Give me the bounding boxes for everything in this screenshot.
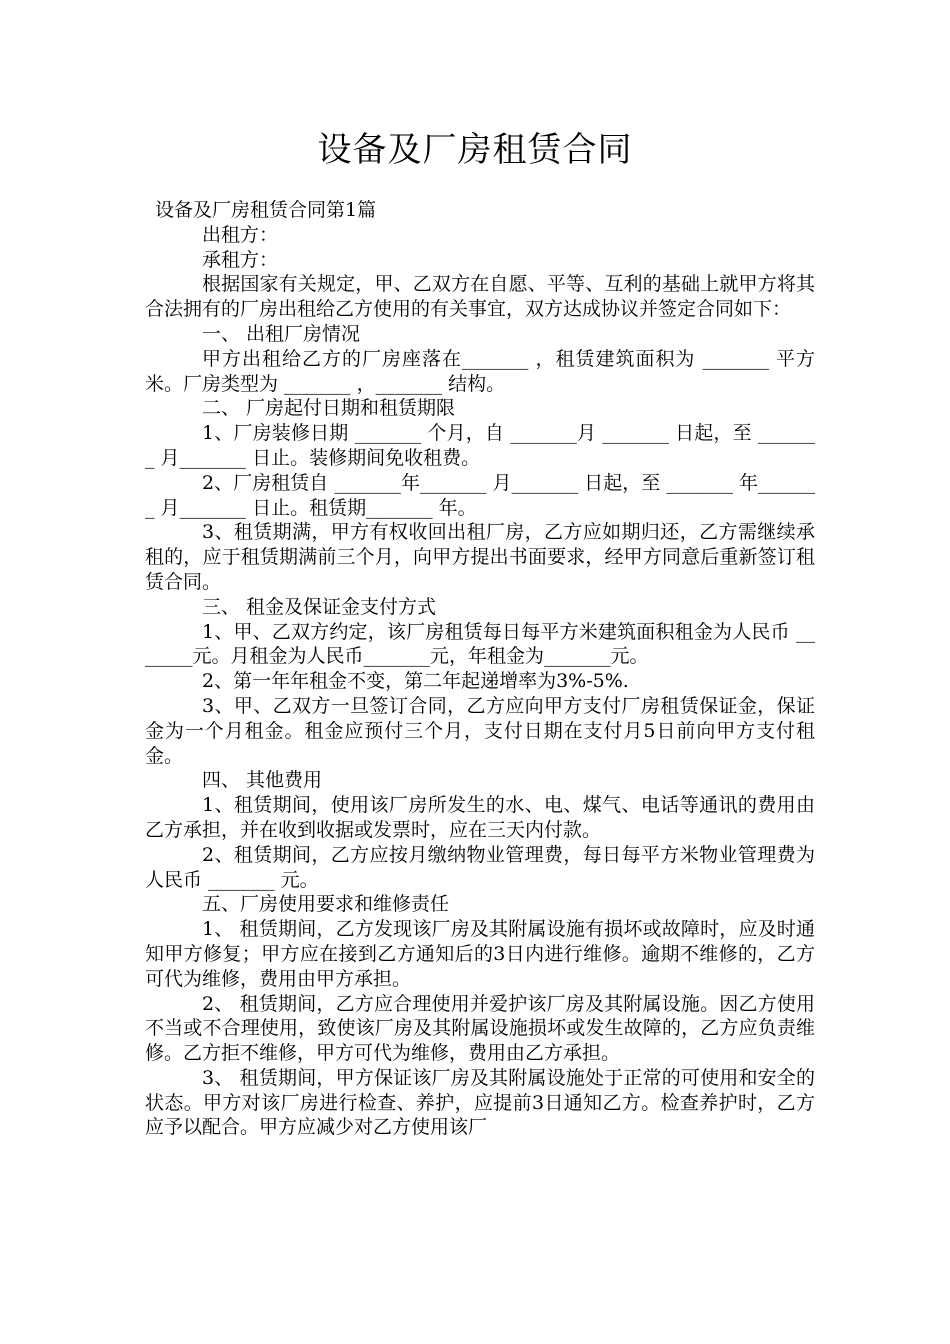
clause-paragraph: 1、租赁期间，使用该厂房所发生的水、电、煤气、电话等通讯的费用由乙方承担，并在收到收据或发票时，应在三天内付款。 — [145, 794, 815, 841]
lessor-line: 出租方： — [202, 223, 279, 246]
document-body — [145, 198, 815, 1140]
clause-paragraph: 3、 租赁期间，甲方保证该厂房及其附属设施处于正常的可使用和安全的状态。甲方对该厂房进行检查、养护，应提前3日通知乙方。检查养护时，乙方应予以配合。甲方应减少对乙方使用该厂 — [145, 1066, 815, 1139]
clause-paragraph: 2、 租赁期间，乙方应合理使用并爱护该厂房及其附属设施。因乙方使用不当或不合理使用，致使该厂房及其附属设施损坏或发生故障的，乙方应负责维修。乙方拒不维修，甲方可代为维修，费用由乙方承担。 — [145, 992, 815, 1065]
section-subtitle: 设备及厂房租赁合同第1篇 — [155, 199, 377, 221]
clause-paragraph: 2、第一年年租金不变，第二年起递增率为3%-5%. — [202, 670, 629, 693]
clause-paragraph: 2、租赁期间，乙方应按月缴纳物业管理费，每日每平方米物业管理费为人民币 _______ 元。 — [145, 843, 815, 891]
preamble-paragraph: 根据国家有关规定，甲、乙双方在自愿、平等、互利的基础上就甲方将其合法拥有的厂房出租给乙方使用的有关事宜，双方达成协议并签定合同如下： — [145, 273, 815, 321]
section-heading: 二、 厂房起付日期和租赁期限 — [202, 397, 456, 420]
section-heading: 四、 其他费用 — [202, 769, 323, 792]
clause-paragraph: 甲方出租给乙方的厂房座落在_______ ，租赁建筑面积为 _______ 平方米。厂房类型为 _______ ，_______ 结构。 — [145, 347, 815, 395]
section-heading: 五、厂房使用要求和维修责任 — [202, 893, 450, 916]
clause-paragraph: 1、甲、乙双方约定，该厂房租赁每日每平方米建筑面积租金为人民币 _______元。月租金为人民币_______元，年租金为_______元。 — [145, 620, 815, 668]
clause-paragraph: 3、租赁期满，甲方有权收回出租厂房，乙方应如期归还，乙方需继续承租的，应于租赁期满前三个月，向甲方提出书面要求，经甲方同意后重新签订租赁合同。 — [145, 521, 815, 593]
lessee-line: 承租方： — [202, 248, 279, 271]
clause-paragraph: 3、甲、乙双方一旦签订合同，乙方应向甲方支付厂房租赁保证金，保证金为一个月租金。租金应预付三个月，支付日期在支付月5日前向甲方支付租金。 — [145, 694, 815, 767]
section-heading: 三、 租金及保证金支付方式 — [202, 595, 437, 618]
section-heading: 一、 出租厂房情况 — [202, 322, 361, 345]
clause-paragraph: 1、 租赁期间，乙方发现该厂房及其附属设施有损坏或故障时，应及时通知甲方修复；甲方应在接到乙方通知后的3日内进行维修。逾期不维修的，乙方可代为维修，费用由甲方承担。 — [145, 918, 815, 990]
document-title: 设备及厂房租赁合同 — [317, 130, 633, 170]
clause-paragraph: 2、厂房租赁自 _______年_______ 月_______ 日起，至 _______ 年_______ 月_______ 日止。租赁期_______ 年。 — [145, 471, 815, 519]
clause-paragraph: 1、厂房装修日期 _______ 个月，自 _______月 _______ 日起，至 _______ 月_______ 日止。装修期间免收租费。 — [145, 422, 815, 469]
